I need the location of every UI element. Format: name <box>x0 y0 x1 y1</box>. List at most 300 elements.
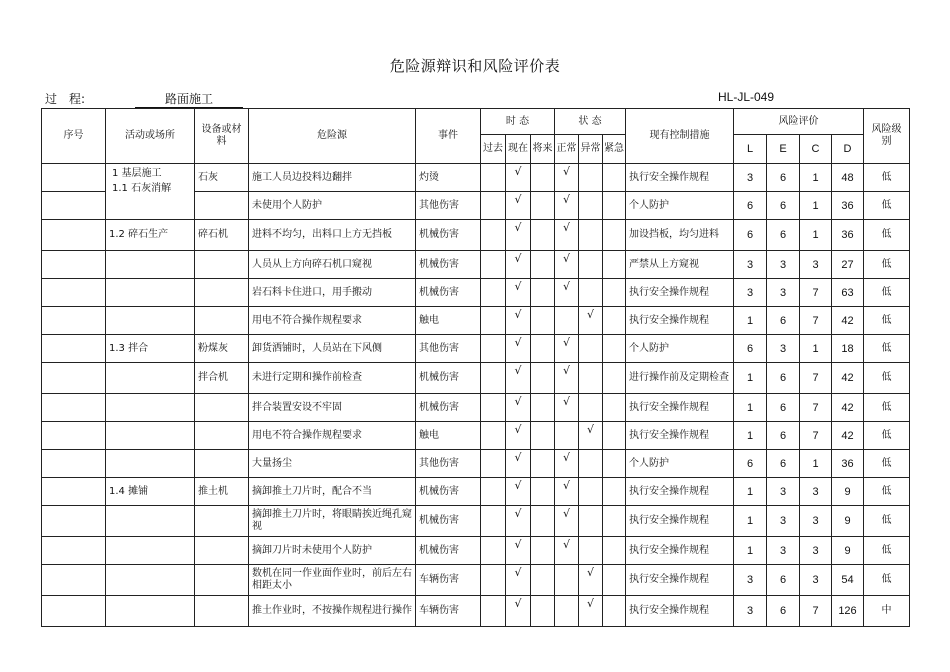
C-cell: 3 <box>800 537 832 565</box>
tense-now-cell: √ <box>506 506 531 537</box>
L-cell: 1 <box>734 422 767 450</box>
C-cell: 1 <box>800 220 832 251</box>
equipment-cell <box>195 192 249 220</box>
state-normal-cell <box>555 422 579 450</box>
header-C: C <box>800 135 832 164</box>
D-cell: 42 <box>832 422 864 450</box>
doc-code: HL-JL-049 <box>718 90 775 104</box>
header-state: 状 态 <box>555 109 626 135</box>
activity-cell <box>106 307 195 335</box>
equipment-cell <box>195 565 249 596</box>
C-cell: 7 <box>800 596 832 627</box>
tense-now-cell: √ <box>506 164 531 192</box>
state-abnormal-cell <box>579 192 603 220</box>
tense-now-cell: √ <box>506 363 531 394</box>
tense-past-cell <box>481 164 506 192</box>
event-cell: 其他伤害 <box>416 192 481 220</box>
table-row <box>42 220 910 251</box>
E-cell: 3 <box>767 506 800 537</box>
level-cell: 低 <box>864 450 910 478</box>
state-abnormal-cell <box>579 506 603 537</box>
tense-future-cell <box>531 537 555 565</box>
state-normal-cell <box>555 596 579 627</box>
event-cell: 车辆伤害 <box>416 565 481 596</box>
level-cell: 低 <box>864 363 910 394</box>
C-cell: 3 <box>800 565 832 596</box>
hazard-cell: 未进行定期和操作前检查 <box>249 363 416 394</box>
state-emergency-cell <box>603 192 626 220</box>
tense-future-cell <box>531 279 555 307</box>
seq-cell <box>42 307 106 335</box>
header-activity: 活动或场所 <box>106 109 195 164</box>
tense-past-cell <box>481 251 506 279</box>
tense-past-cell <box>481 279 506 307</box>
seq-cell <box>42 422 106 450</box>
state-normal-cell: √ <box>555 363 579 394</box>
E-cell: 6 <box>767 192 800 220</box>
seq-cell <box>42 279 106 307</box>
L-cell: 3 <box>734 164 767 192</box>
tense-now-cell: √ <box>506 279 531 307</box>
D-cell: 9 <box>832 537 864 565</box>
tense-now-cell: √ <box>506 537 531 565</box>
activity-cell <box>106 279 195 307</box>
event-cell: 机械伤害 <box>416 478 481 506</box>
seq-cell <box>42 335 106 363</box>
hazard-cell: 施工人员边投料边翻拌 <box>249 164 416 192</box>
E-cell: 6 <box>767 363 800 394</box>
state-emergency-cell <box>603 164 626 192</box>
C-cell: 1 <box>800 192 832 220</box>
table-row <box>42 363 910 394</box>
E-cell: 3 <box>767 251 800 279</box>
tense-now-cell: √ <box>506 251 531 279</box>
hazard-cell: 进料不均匀，出料口上方无挡板 <box>249 220 416 251</box>
level-cell: 低 <box>864 478 910 506</box>
hazard-cell: 卸货洒铺时，人员站在下风侧 <box>249 335 416 363</box>
table-row <box>42 450 910 478</box>
tense-future-cell <box>531 363 555 394</box>
state-emergency-cell <box>603 422 626 450</box>
control-cell: 执行安全操作规程 <box>626 565 734 596</box>
activity-cell <box>106 506 195 537</box>
E-cell: 6 <box>767 596 800 627</box>
state-abnormal-cell: √ <box>579 422 603 450</box>
E-cell: 6 <box>767 422 800 450</box>
control-cell: 严禁从上方窥视 <box>626 251 734 279</box>
D-cell: 36 <box>832 192 864 220</box>
tense-now-cell: √ <box>506 220 531 251</box>
control-cell: 执行安全操作规程 <box>626 164 734 192</box>
E-cell: 3 <box>767 537 800 565</box>
tense-future-cell <box>531 565 555 596</box>
control-cell: 执行安全操作规程 <box>626 394 734 422</box>
tense-past-cell <box>481 450 506 478</box>
header-control: 现有控制措施 <box>626 109 734 164</box>
tense-now-cell: √ <box>506 478 531 506</box>
hazard-cell: 摘卸推土刀片时，将眼睛挨近绳孔窥视 <box>249 506 416 537</box>
activity-cell <box>106 251 195 279</box>
hazard-cell: 用电不符合操作规程要求 <box>249 307 416 335</box>
equipment-cell: 拌合机 <box>195 363 249 394</box>
L-cell: 3 <box>734 251 767 279</box>
header-tense: 时 态 <box>481 109 555 135</box>
tense-future-cell <box>531 251 555 279</box>
state-emergency-cell <box>603 220 626 251</box>
L-cell: 3 <box>734 596 767 627</box>
tense-past-cell <box>481 307 506 335</box>
table-row <box>42 394 910 422</box>
header-tense-past: 过去 <box>481 135 506 164</box>
C-cell: 7 <box>800 279 832 307</box>
seq-cell <box>42 220 106 251</box>
L-cell: 6 <box>734 450 767 478</box>
tense-past-cell <box>481 422 506 450</box>
level-cell: 低 <box>864 307 910 335</box>
doc-meta <box>45 90 905 108</box>
state-emergency-cell <box>603 506 626 537</box>
C-cell: 1 <box>800 335 832 363</box>
tense-future-cell <box>531 596 555 627</box>
equipment-cell: 推土机 <box>195 478 249 506</box>
L-cell: 1 <box>734 537 767 565</box>
state-normal-cell: √ <box>555 478 579 506</box>
table-row <box>42 251 910 279</box>
header-E: E <box>767 135 800 164</box>
process-value: 路面施工 <box>135 90 243 108</box>
D-cell: 48 <box>832 164 864 192</box>
table-row <box>42 478 910 506</box>
level-cell: 中 <box>864 596 910 627</box>
activity-cell <box>106 596 195 627</box>
D-cell: 42 <box>832 394 864 422</box>
state-normal-cell: √ <box>555 192 579 220</box>
seq-cell <box>42 251 106 279</box>
level-cell: 低 <box>864 220 910 251</box>
L-cell: 6 <box>734 335 767 363</box>
state-abnormal-cell <box>579 450 603 478</box>
tense-future-cell <box>531 478 555 506</box>
tense-past-cell <box>481 335 506 363</box>
table-row <box>42 506 910 537</box>
tense-past-cell <box>481 565 506 596</box>
hazard-table <box>41 108 910 627</box>
event-cell: 其他伤害 <box>416 450 481 478</box>
event-cell: 车辆伤害 <box>416 596 481 627</box>
E-cell: 3 <box>767 335 800 363</box>
activity-cell <box>106 363 195 394</box>
state-normal-cell: √ <box>555 279 579 307</box>
D-cell: 36 <box>832 450 864 478</box>
tense-now-cell: √ <box>506 422 531 450</box>
state-abnormal-cell <box>579 537 603 565</box>
hazard-cell: 大量扬尘 <box>249 450 416 478</box>
E-cell: 3 <box>767 279 800 307</box>
D-cell: 9 <box>832 506 864 537</box>
equipment-cell: 石灰 <box>195 164 249 192</box>
seq-cell <box>42 394 106 422</box>
control-cell: 执行安全操作规程 <box>626 307 734 335</box>
level-cell: 低 <box>864 394 910 422</box>
state-normal-cell: √ <box>555 506 579 537</box>
tense-future-cell <box>531 192 555 220</box>
tense-future-cell <box>531 422 555 450</box>
state-abnormal-cell <box>579 251 603 279</box>
equipment-cell <box>195 307 249 335</box>
event-cell: 机械伤害 <box>416 537 481 565</box>
header-D: D <box>832 135 864 164</box>
state-abnormal-cell <box>579 363 603 394</box>
seq-cell <box>42 450 106 478</box>
equipment-cell: 碎石机 <box>195 220 249 251</box>
seq-cell <box>42 537 106 565</box>
event-cell: 其他伤害 <box>416 335 481 363</box>
state-emergency-cell <box>603 596 626 627</box>
tense-past-cell <box>481 537 506 565</box>
hazard-cell: 摘卸推土刀片时，配合不当 <box>249 478 416 506</box>
state-emergency-cell <box>603 478 626 506</box>
table-row <box>42 596 910 627</box>
control-cell: 个人防护 <box>626 450 734 478</box>
equipment-cell <box>195 596 249 627</box>
state-normal-cell: √ <box>555 220 579 251</box>
state-normal-cell: √ <box>555 394 579 422</box>
state-normal-cell: √ <box>555 450 579 478</box>
L-cell: 1 <box>734 363 767 394</box>
event-cell: 机械伤害 <box>416 220 481 251</box>
tense-past-cell <box>481 478 506 506</box>
control-cell: 加设挡板，均匀进料 <box>626 220 734 251</box>
equipment-cell <box>195 450 249 478</box>
tense-now-cell: √ <box>506 394 531 422</box>
state-abnormal-cell: √ <box>579 307 603 335</box>
tense-past-cell <box>481 192 506 220</box>
seq-cell <box>42 565 106 596</box>
process-label: 过 程: <box>45 92 86 106</box>
tense-future-cell <box>531 450 555 478</box>
header-tense-now: 现在 <box>506 135 531 164</box>
control-cell: 执行安全操作规程 <box>626 478 734 506</box>
state-normal-cell: √ <box>555 335 579 363</box>
header-level: 风险级别 <box>864 109 910 164</box>
event-cell: 机械伤害 <box>416 394 481 422</box>
state-normal-cell: √ <box>555 537 579 565</box>
D-cell: 42 <box>832 363 864 394</box>
D-cell: 9 <box>832 478 864 506</box>
tense-now-cell: √ <box>506 192 531 220</box>
state-emergency-cell <box>603 565 626 596</box>
L-cell: 1 <box>734 307 767 335</box>
control-cell: 执行安全操作规程 <box>626 422 734 450</box>
control-cell: 执行安全操作规程 <box>626 537 734 565</box>
table-row <box>42 335 910 363</box>
level-cell: 低 <box>864 565 910 596</box>
header-seq: 序号 <box>42 109 106 164</box>
E-cell: 6 <box>767 450 800 478</box>
event-cell: 机械伤害 <box>416 251 481 279</box>
event-cell: 触电 <box>416 422 481 450</box>
level-cell: 低 <box>864 422 910 450</box>
tense-past-cell <box>481 596 506 627</box>
equipment-cell <box>195 506 249 537</box>
L-cell: 1 <box>734 506 767 537</box>
activity-cell <box>106 422 195 450</box>
C-cell: 3 <box>800 478 832 506</box>
equipment-cell: 粉煤灰 <box>195 335 249 363</box>
activity-cell <box>106 537 195 565</box>
table-row <box>42 537 910 565</box>
tense-future-cell <box>531 220 555 251</box>
event-cell: 机械伤害 <box>416 279 481 307</box>
state-abnormal-cell <box>579 220 603 251</box>
control-cell: 个人防护 <box>626 335 734 363</box>
level-cell: 低 <box>864 335 910 363</box>
C-cell: 7 <box>800 422 832 450</box>
hazard-cell: 岩石料卡住进口，用手搬动 <box>249 279 416 307</box>
activity-cell: 1.4 摊铺 <box>106 478 195 506</box>
C-cell: 7 <box>800 307 832 335</box>
state-normal-cell <box>555 565 579 596</box>
C-cell: 7 <box>800 363 832 394</box>
seq-cell <box>42 164 106 192</box>
hazard-cell: 用电不符合操作规程要求 <box>249 422 416 450</box>
level-cell: 低 <box>864 192 910 220</box>
header-event: 事件 <box>416 109 481 164</box>
page-title: 危险源辩识和风险评价表 <box>389 57 561 75</box>
control-cell: 执行安全操作规程 <box>626 596 734 627</box>
equipment-cell <box>195 537 249 565</box>
event-cell: 机械伤害 <box>416 506 481 537</box>
L-cell: 3 <box>734 279 767 307</box>
hazard-cell: 推土作业时，不按操作规程进行操作 <box>249 596 416 627</box>
L-cell: 1 <box>734 478 767 506</box>
tense-past-cell <box>481 220 506 251</box>
state-abnormal-cell <box>579 164 603 192</box>
event-cell: 触电 <box>416 307 481 335</box>
header-state-normal: 正常 <box>555 135 579 164</box>
E-cell: 6 <box>767 164 800 192</box>
tense-future-cell <box>531 506 555 537</box>
seq-cell <box>42 596 106 627</box>
seq-cell <box>42 506 106 537</box>
L-cell: 1 <box>734 394 767 422</box>
event-cell: 灼烫 <box>416 164 481 192</box>
level-cell: 低 <box>864 251 910 279</box>
hazard-cell: 数机在同一作业面作业时，前后左右相距太小 <box>249 565 416 596</box>
tense-past-cell <box>481 506 506 537</box>
state-emergency-cell <box>603 307 626 335</box>
hazard-cell: 拌合装置安设不牢固 <box>249 394 416 422</box>
tense-future-cell <box>531 335 555 363</box>
header-state-emergency: 紧急 <box>603 135 626 164</box>
table-row <box>42 279 910 307</box>
activity-cell <box>106 450 195 478</box>
table-row <box>42 422 910 450</box>
E-cell: 6 <box>767 394 800 422</box>
activity-cell: 1.3 拌合 <box>106 335 195 363</box>
state-abnormal-cell <box>579 279 603 307</box>
D-cell: 18 <box>832 335 864 363</box>
L-cell: 6 <box>734 220 767 251</box>
D-cell: 27 <box>832 251 864 279</box>
tense-future-cell <box>531 394 555 422</box>
equipment-cell <box>195 251 249 279</box>
tense-now-cell: √ <box>506 596 531 627</box>
seq-cell <box>42 363 106 394</box>
C-cell: 7 <box>800 394 832 422</box>
tense-now-cell: √ <box>506 307 531 335</box>
control-cell: 执行安全操作规程 <box>626 506 734 537</box>
L-cell: 6 <box>734 192 767 220</box>
level-cell: 低 <box>864 279 910 307</box>
state-emergency-cell <box>603 279 626 307</box>
header-risk-eval: 风险评价 <box>734 109 864 135</box>
state-emergency-cell <box>603 450 626 478</box>
seq-cell <box>42 192 106 220</box>
state-emergency-cell <box>603 394 626 422</box>
header-hazard: 危险源 <box>249 109 416 164</box>
header-tense-future: 将来 <box>531 135 555 164</box>
C-cell: 1 <box>800 450 832 478</box>
activity-cell: 1 基层施工 1.1 石灰消解 <box>106 164 195 220</box>
activity-cell: 1.2 碎石生产 <box>106 220 195 251</box>
tense-now-cell: √ <box>506 565 531 596</box>
seq-cell <box>42 478 106 506</box>
tense-now-cell: √ <box>506 450 531 478</box>
tense-future-cell <box>531 164 555 192</box>
L-cell: 3 <box>734 565 767 596</box>
C-cell: 1 <box>800 164 832 192</box>
event-cell: 机械伤害 <box>416 363 481 394</box>
D-cell: 36 <box>832 220 864 251</box>
state-abnormal-cell <box>579 478 603 506</box>
E-cell: 3 <box>767 478 800 506</box>
state-emergency-cell <box>603 537 626 565</box>
state-normal-cell <box>555 307 579 335</box>
C-cell: 3 <box>800 251 832 279</box>
level-cell: 低 <box>864 506 910 537</box>
level-cell: 低 <box>864 537 910 565</box>
control-cell: 进行操作前及定期检查 <box>626 363 734 394</box>
activity-cell <box>106 565 195 596</box>
state-abnormal-cell: √ <box>579 565 603 596</box>
D-cell: 126 <box>832 596 864 627</box>
control-cell: 执行安全操作规程 <box>626 279 734 307</box>
state-normal-cell: √ <box>555 164 579 192</box>
D-cell: 63 <box>832 279 864 307</box>
header-state-abnormal: 异常 <box>579 135 603 164</box>
E-cell: 6 <box>767 220 800 251</box>
state-emergency-cell <box>603 335 626 363</box>
state-abnormal-cell <box>579 335 603 363</box>
equipment-cell <box>195 422 249 450</box>
hazard-cell: 人员从上方向碎石机口窥视 <box>249 251 416 279</box>
tense-future-cell <box>531 307 555 335</box>
tense-past-cell <box>481 363 506 394</box>
state-abnormal-cell <box>579 394 603 422</box>
hazard-cell: 未使用个人防护 <box>249 192 416 220</box>
header-equipment: 设备或材料 <box>195 109 249 164</box>
table-row <box>42 164 910 192</box>
equipment-cell <box>195 279 249 307</box>
table-row <box>42 307 910 335</box>
E-cell: 6 <box>767 307 800 335</box>
hazard-cell: 摘卸刀片时未使用个人防护 <box>249 537 416 565</box>
equipment-cell <box>195 394 249 422</box>
state-normal-cell: √ <box>555 251 579 279</box>
control-cell: 个人防护 <box>626 192 734 220</box>
level-cell: 低 <box>864 164 910 192</box>
